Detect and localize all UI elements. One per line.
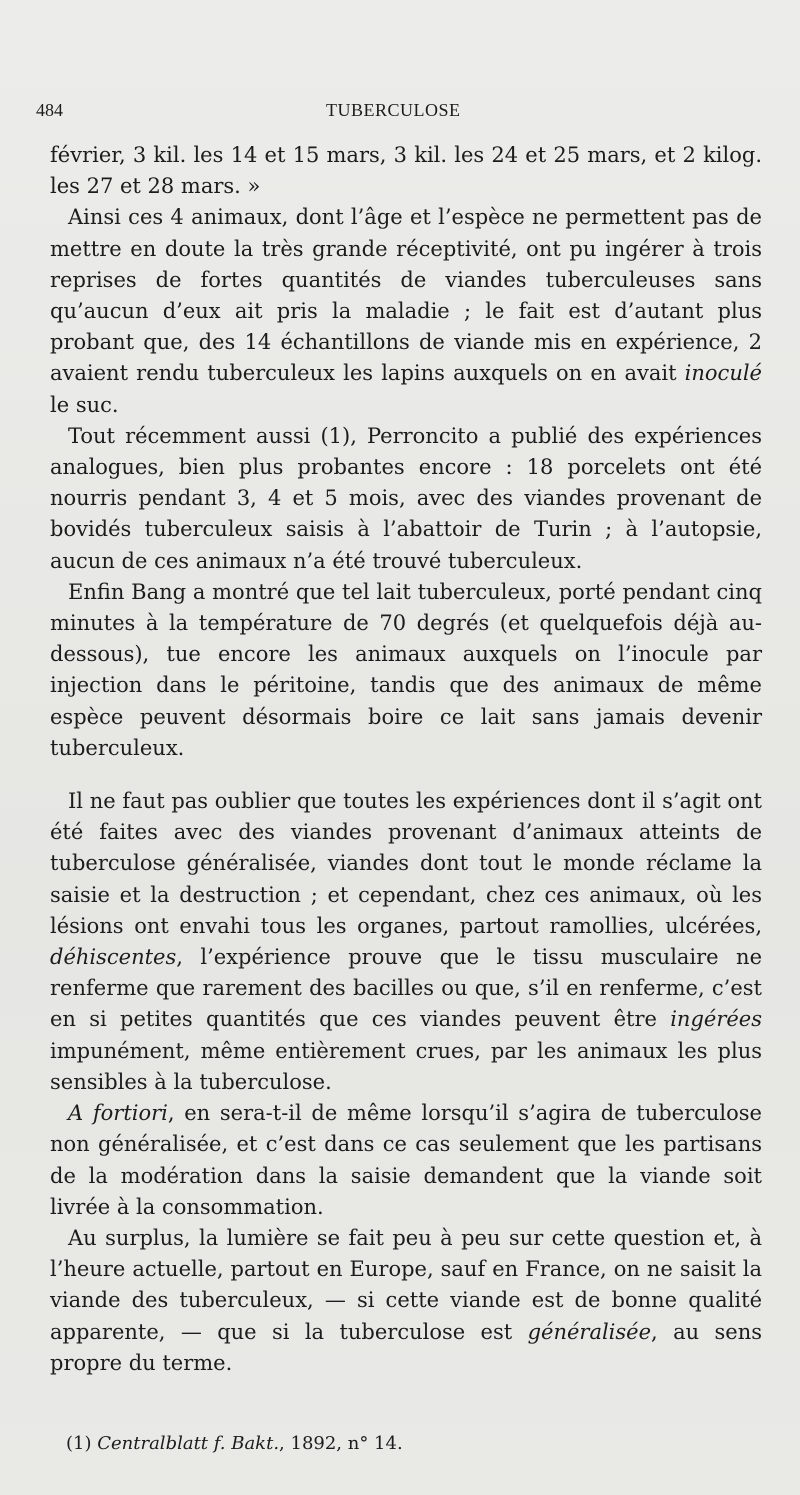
page-number: 484 (36, 100, 63, 120)
paragraph-2: Ainsi ces 4 animaux, dont l’âge et l’espèce ne permettent pas de mettre en doute la très grande réceptivité, ont pu ingérer à trois reprises de fortes quantités de viandes tuberculeuses sans qu’aucun d’eux ait pris la maladie ; le fait est d’autant plus probant que, des 14 échantillons de viande mis en expérience, 2 avaient rendu tuberculeux les lapins auxquels on en avait inoculé le suc. (50, 205, 762, 417)
italic-term: ingérées (670, 1007, 762, 1032)
italic-term: inoculé (684, 361, 762, 386)
italic-term: généralisée (527, 1319, 652, 1344)
running-head (36, 100, 766, 130)
paragraph-5: Il ne faut pas oublier que toutes les expériences dont il s’agit ont été faites avec des viandes provenant d’animaux atteints de tuberculose généralisée, viandes dont tout le monde réclame la saisie et la destruction ; et cependant, chez ces animaux, où les lésions ont envahi tous les organes, partout ramollies, ulcérées, déhiscentes, l’expérience prouve que le tissu musculaire ne renferme que rarement des bacilles ou que, s’il en renferme, c’est en si petites quantités que ces viandes peuvent être ingérées impunément, même entièrement crues, par les animaux les plus sensibles à la tuberculose. (50, 789, 762, 1094)
italic-term: déhiscentes (50, 945, 177, 970)
paragraph-6: A fortiori, en sera-t-il de même lorsqu’il s’agira de tuberculose non généralisée, et c’est dans ce cas seulement que les partisans de la modération dans la saisie demandent que la viande soit livrée à la consommation. (50, 1101, 762, 1219)
paragraph-1: février, 3 kil. les 14 et 15 mars, 3 kil. les 24 et 25 mars, et 2 kilog. les 27 et 28 mars. » (50, 143, 762, 199)
running-title: TUBERCULOSE (326, 100, 461, 120)
body-text (50, 140, 762, 1379)
paragraph-7: Au surplus, la lumière se fait peu à peu sur cette question et, à l’heure actuelle, partout en Europe, sauf en France, on ne saisit la viande des tuberculeux, — si cette viande est de bonne qualité apparente, — que si la tuberculose est généralisée, au sens propre du terme. (50, 1225, 763, 1375)
italic-term: A fortiori (68, 1101, 168, 1126)
footnote: (1) Centralblatt f. Bakt., 1892, n° 14. (66, 1433, 403, 1454)
paragraph-3: Tout récemment aussi (1), Perroncito a publié des expériences analogues, bien plus probantes encore : 18 porcelets ont été nourris pendant 3, 4 et 5 mois, avec des viandes provenant de bovidés tuberculeux saisis à l’abattoir de Turin ; à l’autopsie, aucun de ces animaux n’a été trouvé tuberculeux. (50, 423, 762, 573)
paragraph-4: Enfin Bang a montré que tel lait tuberculeux, porté pendant cinq minutes à la température de 70 degrés (et quelquefois déjà au-dessous), tue encore les animaux auxquels on l’inocule par injection dans le péritoine, tandis que des animaux de même espèce peuvent désormais boire ce lait sans jamais devenir tuberculeux. (50, 579, 762, 760)
footnote-journal: Centralblatt f. Bakt. (97, 1433, 280, 1454)
